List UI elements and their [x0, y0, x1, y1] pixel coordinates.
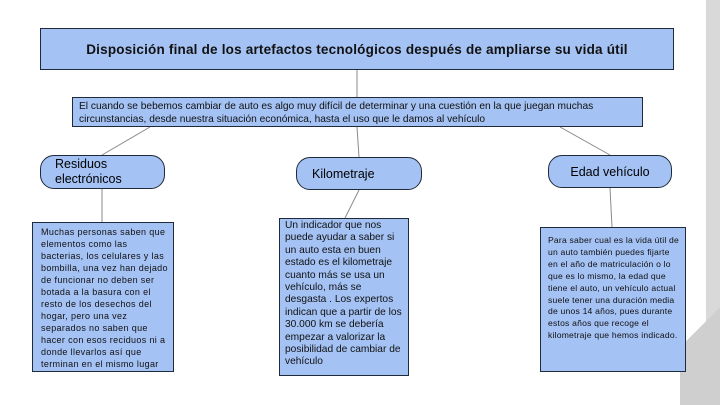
connector-intro-to-kilometraje	[357, 127, 359, 157]
kilometraje-description-node	[279, 218, 409, 376]
branch-edad-node	[548, 155, 672, 188]
branch-edad-label: Edad vehículo	[570, 164, 650, 179]
intro-node	[72, 97, 643, 127]
residuos-description-node	[32, 222, 174, 372]
diagram-title-text: Disposición final de los artefactos tecnológicos después de ampliarse su vida útil	[86, 41, 628, 57]
connector-intro-to-residuos	[102, 127, 150, 155]
branch-kilometraje-node	[296, 157, 422, 190]
residuos-description-text: Muchas personas saben que elementos como las bacterias, los celulares y las bombilla, una vez han dejado de funcionar no deben ser botada a la basura con el resto de los desechos del hogar, pero una vez separados no saben que hacer con esos reciduos ni a donde llevarlos así que terminan en el mismo lugar	[41, 227, 168, 369]
branch-residuos-node	[40, 155, 165, 189]
edad-description-node	[540, 227, 686, 372]
kilometraje-description-text: Un indicador que nos puede ayudar a saber si un auto esta en buen estado es el kilometraje cuanto más se usa un vehículo, más se desgasta . Los expertos indican que a partir de los 30.000 km se debería empezar a valorizar la posibilidad de cambiar de vehículo	[285, 220, 402, 368]
branch-residuos-label: Residuos electrónicos	[55, 157, 122, 186]
edad-description-text: Para saber cual es la vida útil de un auto también puedes fijarte en el año de matriculación o lo que es lo mismo, la edad que tiene el auto, un vehículo actual suele tener una duración media de unos 14 años, pues durante estos años que recoge el kilometraje que hemos indicado.	[548, 235, 680, 341]
connector-edad-to-desc	[610, 188, 612, 227]
connector-intro-to-edad	[560, 127, 610, 155]
connector-kilometraje-to-desc	[345, 190, 359, 218]
diagram-title	[40, 28, 674, 70]
branch-kilometraje-label: Kilometraje	[312, 166, 375, 181]
intro-text: El cuando se bebemos cambiar de auto es algo muy difícil de determinar y una cuestión en la que juegan muchas circunstancias, desde nuestra situación económica, hasta el uso que le damos al vehículo	[79, 101, 594, 125]
